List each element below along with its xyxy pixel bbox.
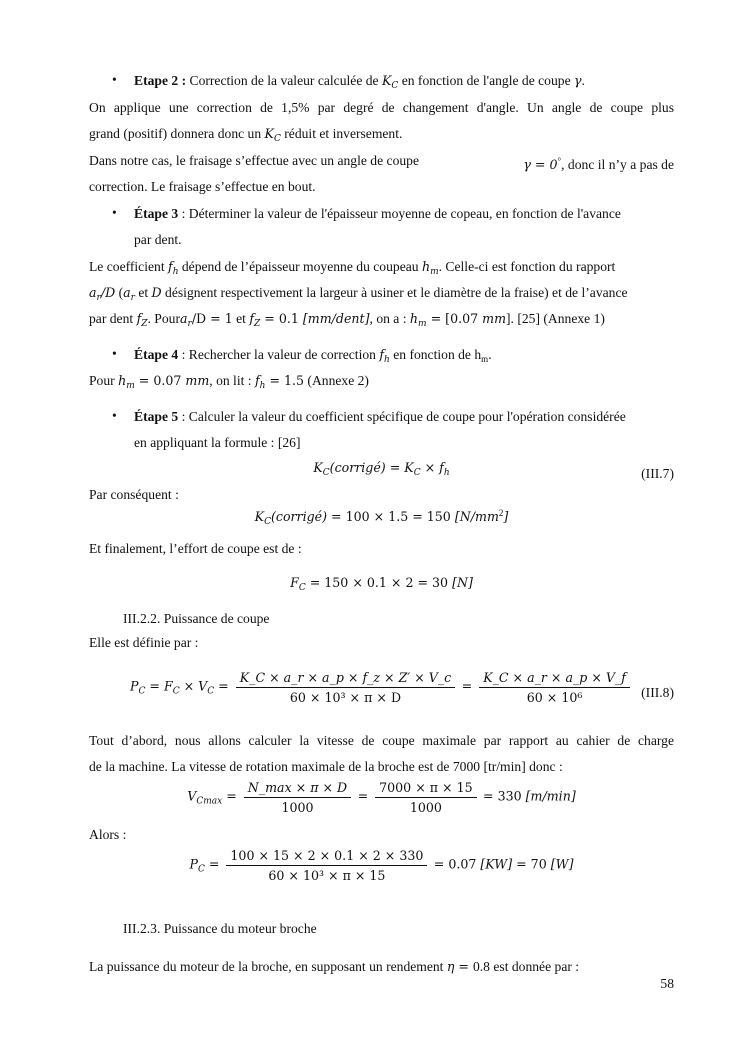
pc-fraction: [226, 848, 427, 883]
para2-line2: correction. Le fraisage s’effectue en bout.: [89, 179, 316, 194]
para2-line1: [89, 152, 674, 174]
step3-label: Étape 3: [134, 206, 179, 221]
kc-symbol: [381, 73, 399, 91]
bullet: •: [112, 205, 117, 220]
step3-item: [0, 205, 745, 249]
para1-line2-a: grand (positif) donnera donc un: [89, 126, 265, 141]
fz-symbol: [249, 311, 261, 329]
hm-letter: h: [409, 311, 419, 326]
fh-value: = 1.5: [265, 373, 305, 388]
para4-c: (Annexe 2): [304, 373, 369, 388]
degree-symbol: °: [557, 156, 562, 166]
fh-symbol: [379, 347, 390, 365]
para3-l3-c: et: [232, 311, 250, 326]
kc-sub: C: [264, 517, 271, 527]
bullet: •: [112, 346, 117, 361]
fc-letter: F: [290, 575, 299, 590]
vc-equals-2: =: [357, 788, 373, 804]
vc-equals-1: =: [222, 788, 241, 804]
para4-b: , on lit :: [209, 373, 255, 388]
kc-sub: C: [391, 81, 399, 91]
kc-symbol: [264, 126, 281, 144]
fh-letter: f: [379, 347, 385, 362]
para1-line2-b: réduit et inversement.: [280, 126, 403, 141]
kc-unit-end: ]: [503, 509, 509, 524]
pc-letter: P: [189, 856, 198, 872]
para5-line1: Tout d’abord, nous allons calculer la vitesse de coupe maximale par rapport au cahier de charge: [89, 733, 674, 748]
fh-symbol: [168, 259, 179, 277]
equation-vcmax: [89, 780, 674, 815]
ar-symbol: [123, 285, 135, 303]
ratio-d: /D: [100, 285, 116, 300]
fz-sub: Z: [254, 319, 261, 329]
vc-sub: C: [207, 686, 215, 697]
para3-l1-b: dépend de l’épaisseur moyenne du coupeau: [178, 259, 422, 274]
bullet: •: [112, 408, 117, 423]
vc-rhs: = 330: [483, 788, 526, 804]
fraction-1: [236, 670, 455, 705]
eq7-times: ×: [420, 460, 440, 475]
para2-line1-b: , donc il n’y a pas de: [561, 157, 674, 172]
para3-l1-a: Le coefficient: [89, 259, 169, 274]
pc-unit-w: [W]: [550, 856, 574, 872]
ar-sub: r: [130, 293, 135, 303]
fh-symbol: [254, 373, 266, 391]
last-a: La puissance du moteur de la broche, en supposant un rendement: [89, 959, 447, 974]
last-b: est donnée par :: [489, 959, 580, 974]
hm-sub: m: [126, 381, 135, 391]
step4-label: Étape 4: [134, 347, 179, 362]
eq8-times: ×: [179, 678, 199, 694]
kc-unit-sup: 2: [498, 508, 504, 518]
para3-l3-e: ]. [25] (Annexe 1): [506, 311, 605, 326]
ar-letter: a: [89, 285, 97, 300]
hm-letter: h: [421, 259, 431, 274]
step3-line1-text: : Déterminer la valeur de l'épaisseur moyenne de copeau, en fonction de l'avance: [178, 206, 621, 221]
step2-item: [0, 72, 745, 90]
fz-symbol: [136, 311, 148, 329]
hm-value: = [0.07: [426, 311, 483, 326]
step4-text: [134, 346, 674, 369]
para1-line2: [89, 125, 674, 148]
pc-mid: = 70: [512, 856, 551, 872]
step5-item: [0, 408, 745, 452]
para3-l2-b: et: [134, 285, 152, 300]
alors-text: Alors :: [89, 827, 127, 842]
pc-rhs: = 0.07: [433, 856, 481, 872]
fc-sub: C: [172, 686, 180, 697]
hm-subscript: m: [481, 354, 489, 364]
vc-letter: V: [198, 678, 208, 694]
hm-letter: h: [118, 373, 127, 388]
kc-unit: [N/mm: [454, 509, 499, 524]
fh-symbol: [439, 460, 450, 478]
para3-l2-c: désignent respectivement la largeur à usiner et le diamètre de la fraise) et de l’avance: [161, 285, 628, 300]
equation-number-iii7: (III.7): [641, 466, 674, 481]
para3-l3-b: . Pour: [147, 311, 180, 326]
pc-unit-kw: [KW]: [480, 856, 513, 872]
eta-value: 0.8: [472, 959, 490, 974]
step4-text-b: en fonction de h: [389, 347, 482, 362]
vc-fraction-1-denominator: 1000: [281, 800, 314, 815]
kc-letter: K: [313, 460, 323, 475]
definie-text: Elle est définie par :: [89, 635, 199, 650]
ar-ratio: [89, 285, 116, 303]
fh-sub: h: [443, 468, 450, 478]
vc-fraction-1: [244, 780, 351, 815]
pc-fraction-numerator: 100 × 15 × 2 × 0.1 × 2 × 330: [226, 848, 427, 866]
fz-letter: f: [136, 311, 142, 326]
eq8-equals-1: =: [145, 678, 164, 694]
fh-letter: f: [439, 460, 444, 475]
para1-line1: On applique une correction de 1,5% par degré de changement d'angle. Un angle de coupe plus: [89, 100, 674, 115]
step5-line1: [134, 408, 674, 426]
heading-puissance-moteur: III.2.3. Puissance du moteur broche: [123, 921, 317, 936]
fc-letter: F: [163, 678, 173, 694]
pc-sub: C: [197, 864, 205, 875]
equation-number-iii8: (III.8): [641, 685, 674, 700]
bullet: •: [112, 72, 117, 87]
kc-symbol: [254, 509, 271, 527]
kc-sub: C: [413, 468, 421, 478]
step4-text-a: : Rechercher la valeur de correction: [178, 347, 380, 362]
fz-letter: f: [249, 311, 255, 326]
vcmax-sub: Cmax: [196, 796, 223, 807]
fraction-1-numerator: K_C × a_r × a_p × f_z × Z′ × V_c: [236, 670, 455, 688]
kc-sub: C: [273, 134, 281, 144]
fh-sub: h: [384, 355, 390, 365]
fraction-2-numerator: K_C × a_r × a_p × V_f: [479, 670, 630, 688]
step4-item: [0, 346, 745, 364]
para4-a: Pour: [89, 373, 119, 388]
step2-end: .: [581, 73, 585, 88]
hm-symbol: [118, 373, 135, 391]
step5-line1-text: : Calculer la valeur du coefficient spécifique de coupe pour l'opération considérée: [178, 409, 626, 424]
step3-line2: par dent.: [134, 232, 182, 247]
kc-letter: K: [381, 73, 392, 88]
fh-sub: h: [172, 267, 179, 277]
kc-symbol: [404, 460, 421, 478]
fh-letter: f: [254, 373, 260, 388]
kc-sub: C: [322, 468, 330, 478]
step3-line1: [134, 205, 674, 223]
step4-end: .: [488, 347, 492, 362]
heading-puissance-coupe: III.2.2. Puissance de coupe: [123, 611, 270, 626]
kc-lhs: (corrigé) =: [270, 509, 346, 524]
fh-letter: f: [168, 259, 173, 274]
step2-text-b: en fonction de l'angle de coupe: [398, 73, 575, 88]
step5-line2: en appliquant la formule : [26]: [134, 435, 301, 450]
gamma-equation: γ = 0: [523, 157, 558, 172]
vc-unit: [m/min]: [525, 788, 576, 804]
pc-fraction-denominator: 60 × 10³ × π × 15: [268, 868, 386, 883]
kc-letter: K: [264, 126, 274, 141]
eta-symbol: η =: [446, 959, 473, 974]
para3-line1: [89, 258, 674, 281]
vc-fraction-1-numerator: N_max × π × D: [244, 780, 351, 798]
ratio-value: /D = 1: [191, 311, 233, 326]
equation-kc-corrige: [89, 503, 674, 532]
vc-fraction-2-numerator: 7000 × π × 15: [375, 780, 476, 798]
para5-line2: de la machine. La vitesse de rotation maximale de la broche est de 7000 [tr/min] donc :: [89, 759, 563, 774]
mm-unit: mm: [482, 311, 507, 326]
step2-text-a: Correction de la valeur calculée de: [186, 73, 382, 88]
kc-rhs: 100 × 1.5 = 150: [345, 509, 455, 524]
ar-letter: a: [179, 311, 188, 326]
ar-letter: a: [123, 285, 131, 300]
equation-fc: [89, 573, 674, 598]
d-symbol: D: [151, 285, 162, 300]
hm-value: = 0.07: [134, 373, 186, 388]
fc-unit: [N]: [452, 575, 473, 590]
equation-iii8: [89, 670, 674, 705]
vc-fraction-2: [375, 780, 476, 815]
kc-symbol: [313, 460, 330, 478]
fz-unit: [mm/dent]: [302, 311, 370, 326]
hm-symbol: [421, 259, 439, 277]
page-number: 58: [660, 976, 674, 991]
mm-unit: mm: [185, 373, 210, 388]
hm-symbol: [409, 311, 427, 329]
eq7-lhs: (corrigé) =: [329, 460, 405, 475]
last-line: [89, 958, 674, 976]
para3-l3-d: , on a :: [369, 311, 410, 326]
gamma-symbol: γ: [574, 73, 582, 88]
para3-l3-a: par dent: [89, 311, 137, 326]
para3-l2-a: (: [115, 285, 124, 300]
para3-line3: [89, 310, 674, 333]
fc-sub: C: [298, 583, 306, 593]
finalement-text: Et finalement, l’effort de coupe est de :: [89, 541, 302, 556]
hm-sub: m: [430, 267, 439, 277]
step2-label: Etape 2 :: [134, 73, 187, 88]
pc-sub: C: [138, 686, 146, 697]
vc-fraction-2-denominator: 1000: [409, 800, 442, 815]
vcmax-letter: V: [187, 788, 197, 804]
para4: [89, 372, 674, 395]
step5-label: Étape 5: [134, 409, 179, 424]
kc-letter: K: [254, 509, 265, 524]
ar-sub: r: [96, 293, 101, 303]
pc-equals: =: [204, 856, 224, 872]
fc-rhs: = 150 × 0.1 × 2 = 30: [305, 575, 453, 590]
equation-iii7: [89, 458, 674, 483]
step2-text: [134, 72, 674, 95]
ar-ratio-eq: [179, 311, 233, 329]
ar-sub: r: [187, 319, 192, 329]
pc-letter: P: [130, 678, 139, 694]
par-consequent: Par conséquent :: [89, 487, 179, 502]
para3-line2: [89, 284, 674, 307]
fz-value: = 0.1: [260, 311, 303, 326]
eq8-equals-2: =: [214, 678, 233, 694]
para3-l1-c: . Celle-ci est fonction du rapport: [438, 259, 616, 274]
fraction-2: [479, 670, 630, 705]
kc-letter: K: [404, 460, 414, 475]
fz-sub: Z: [141, 319, 148, 329]
fraction-1-denominator: 60 × 10³ × π × D: [289, 690, 402, 705]
fh-sub: h: [259, 381, 266, 391]
hm-sub: m: [418, 319, 427, 329]
fraction-2-denominator: 60 × 10⁶: [526, 690, 583, 705]
eq8-equals-3: =: [461, 678, 477, 694]
para2-line1-a: Dans notre cas, le fraisage s’effectue avec un angle de coupe: [89, 153, 419, 168]
equation-pc: [89, 848, 674, 883]
